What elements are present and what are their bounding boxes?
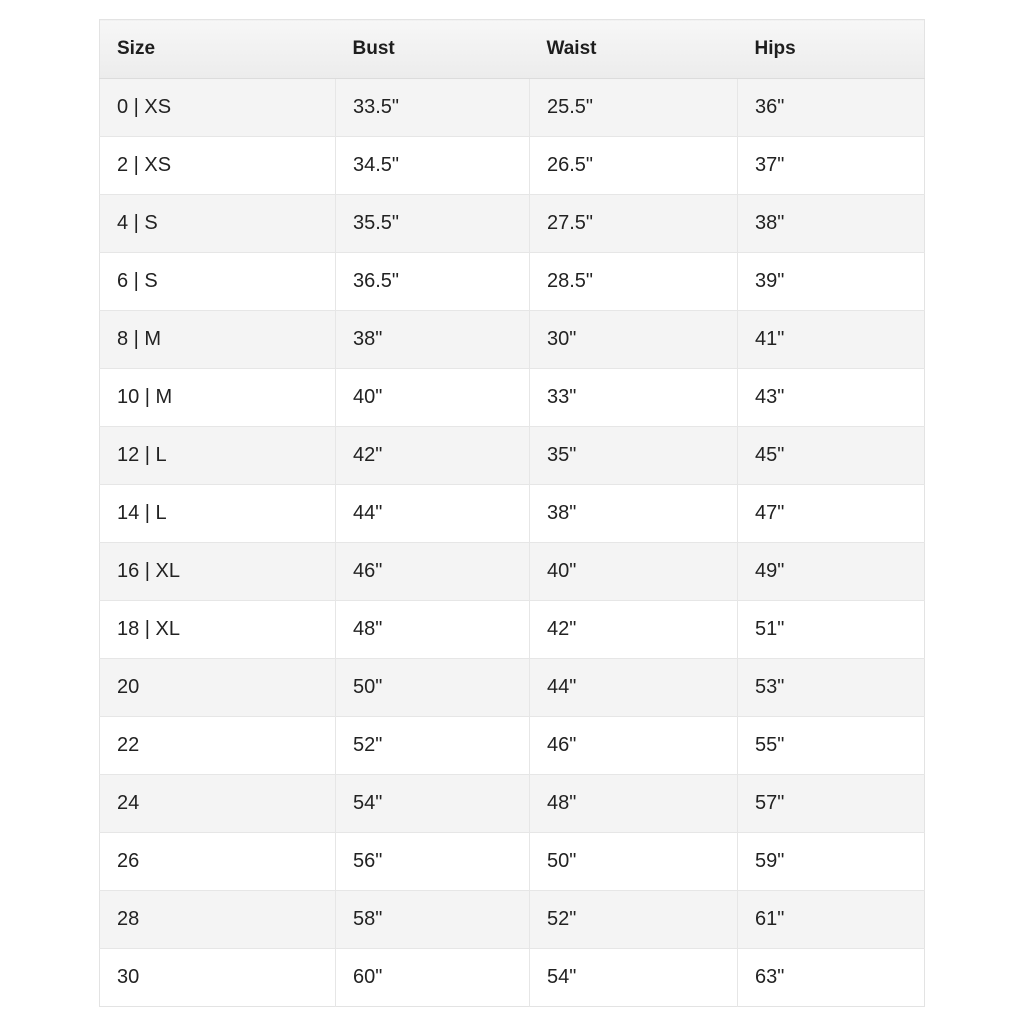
bust-cell: 34.5" (336, 137, 530, 195)
bust-cell: 40" (336, 369, 530, 427)
table-row (100, 949, 925, 1007)
hips-cell: 57" (738, 775, 925, 833)
size-cell: 26 (100, 833, 336, 891)
bust-cell: 54" (336, 775, 530, 833)
table-row (100, 253, 925, 311)
size-cell: 30 (100, 949, 336, 1007)
table-header (100, 20, 925, 79)
table-row (100, 717, 925, 775)
waist-cell: 42" (530, 601, 738, 659)
size-cell: 22 (100, 717, 336, 775)
hips-cell: 59" (738, 833, 925, 891)
table-row (100, 485, 925, 543)
bust-cell: 44" (336, 485, 530, 543)
hips-cell: 39" (738, 253, 925, 311)
table-body (100, 79, 925, 1007)
hips-cell: 49" (738, 543, 925, 601)
waist-cell: 38" (530, 485, 738, 543)
waist-cell: 48" (530, 775, 738, 833)
bust-cell: 42" (336, 427, 530, 485)
header-row (100, 20, 925, 79)
size-cell: 8 | M (100, 311, 336, 369)
waist-cell: 35" (530, 427, 738, 485)
hips-cell: 63" (738, 949, 925, 1007)
bust-cell: 36.5" (336, 253, 530, 311)
size-cell: 2 | XS (100, 137, 336, 195)
header-hips: Hips (738, 20, 925, 79)
bust-cell: 38" (336, 311, 530, 369)
size-cell: 6 | S (100, 253, 336, 311)
size-cell: 28 (100, 891, 336, 949)
size-cell: 4 | S (100, 195, 336, 253)
table-row (100, 195, 925, 253)
header-bust: Bust (336, 20, 530, 79)
size-chart-table (99, 19, 925, 1007)
table-row (100, 833, 925, 891)
hips-cell: 38" (738, 195, 925, 253)
table-row (100, 659, 925, 717)
hips-cell: 37" (738, 137, 925, 195)
bust-cell: 46" (336, 543, 530, 601)
hips-cell: 43" (738, 369, 925, 427)
bust-cell: 52" (336, 717, 530, 775)
table-row (100, 369, 925, 427)
hips-cell: 51" (738, 601, 925, 659)
header-waist: Waist (530, 20, 738, 79)
table-row (100, 79, 925, 137)
waist-cell: 30" (530, 311, 738, 369)
size-cell: 20 (100, 659, 336, 717)
waist-cell: 44" (530, 659, 738, 717)
waist-cell: 27.5" (530, 195, 738, 253)
hips-cell: 55" (738, 717, 925, 775)
bust-cell: 60" (336, 949, 530, 1007)
size-cell: 14 | L (100, 485, 336, 543)
size-cell: 24 (100, 775, 336, 833)
table-row (100, 137, 925, 195)
table-row (100, 311, 925, 369)
hips-cell: 53" (738, 659, 925, 717)
bust-cell: 58" (336, 891, 530, 949)
bust-cell: 48" (336, 601, 530, 659)
table-row (100, 775, 925, 833)
waist-cell: 26.5" (530, 137, 738, 195)
waist-cell: 52" (530, 891, 738, 949)
waist-cell: 28.5" (530, 253, 738, 311)
hips-cell: 36" (738, 79, 925, 137)
waist-cell: 33" (530, 369, 738, 427)
size-cell: 12 | L (100, 427, 336, 485)
header-size: Size (100, 20, 336, 79)
waist-cell: 25.5" (530, 79, 738, 137)
waist-cell: 40" (530, 543, 738, 601)
waist-cell: 50" (530, 833, 738, 891)
size-cell: 16 | XL (100, 543, 336, 601)
table-row (100, 891, 925, 949)
hips-cell: 47" (738, 485, 925, 543)
table-row (100, 543, 925, 601)
hips-cell: 61" (738, 891, 925, 949)
bust-cell: 50" (336, 659, 530, 717)
bust-cell: 56" (336, 833, 530, 891)
table-row (100, 601, 925, 659)
bust-cell: 35.5" (336, 195, 530, 253)
waist-cell: 54" (530, 949, 738, 1007)
bust-cell: 33.5" (336, 79, 530, 137)
table-row (100, 427, 925, 485)
size-cell: 10 | M (100, 369, 336, 427)
size-cell: 18 | XL (100, 601, 336, 659)
hips-cell: 41" (738, 311, 925, 369)
waist-cell: 46" (530, 717, 738, 775)
hips-cell: 45" (738, 427, 925, 485)
size-cell: 0 | XS (100, 79, 336, 137)
